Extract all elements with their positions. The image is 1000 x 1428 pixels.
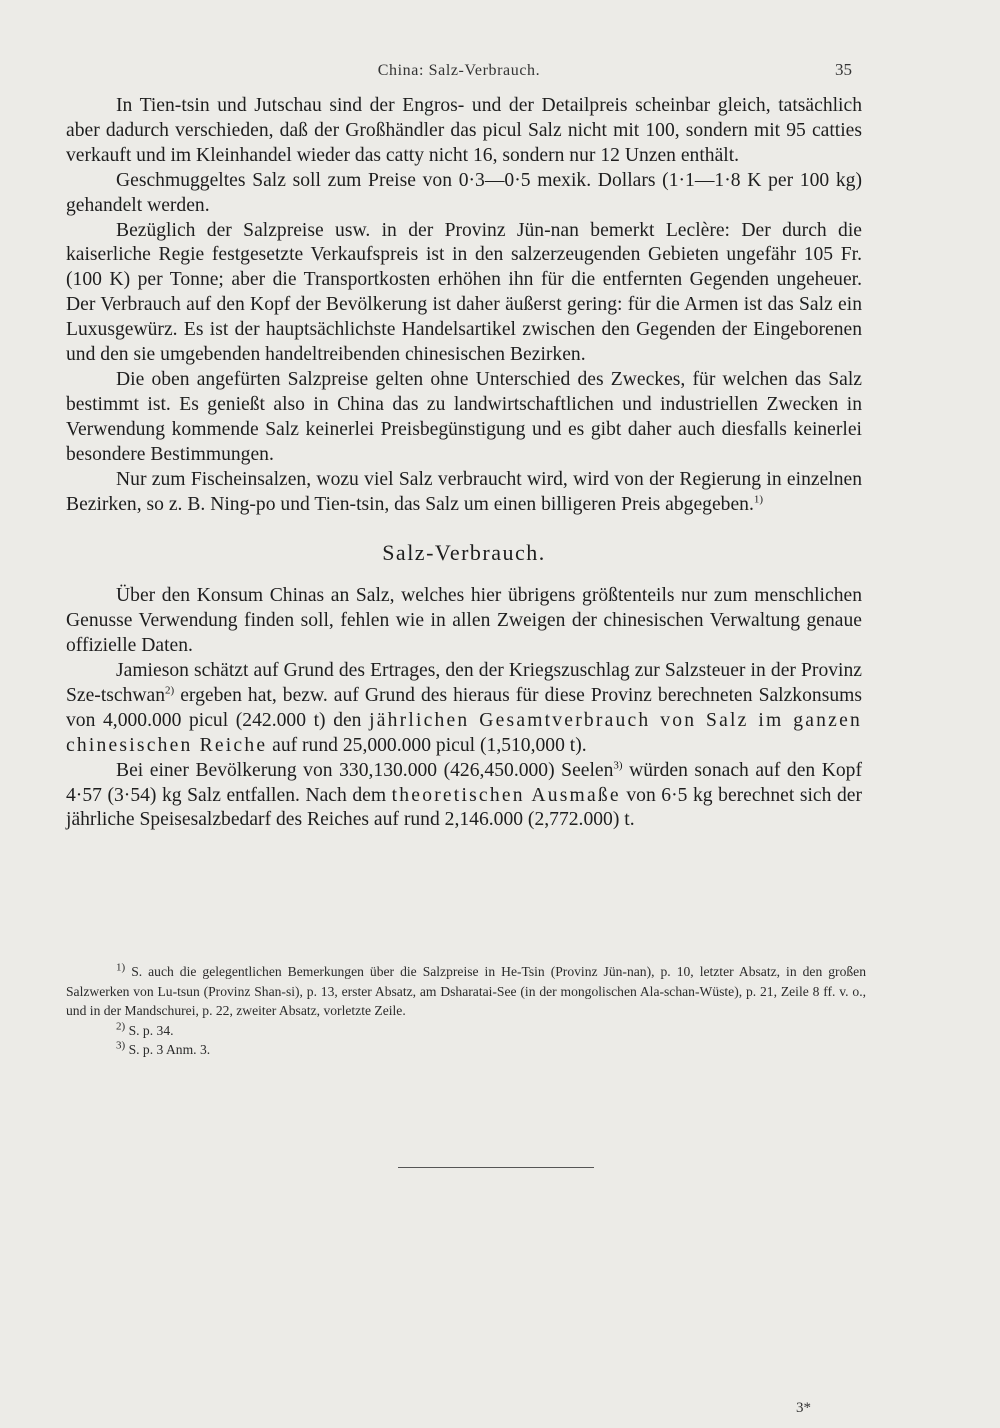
paragraph-8-emphasis: theoretischen Ausmaße — [391, 784, 621, 806]
signature-mark: 3* — [796, 1400, 811, 1416]
footnote-ref-2: 2) — [165, 684, 175, 697]
paragraph-1: In Tien-tsin und Jutschau sind der Engros- und der Detailpreis scheinbar gleich, tatsächlich aber dadurch verschieden, daß der Großhändler das picul Salz nicht mit 100, sondern mit 95 catties verkauft und im Kleinhandel wieder das catty nicht 16, sondern nur 12 Unzen enthält. — [66, 95, 862, 166]
body-text — [66, 94, 862, 833]
paragraph-7-part-c: auf rund 25,000.000 picul (1,510,000 t). — [267, 734, 587, 756]
paragraph-6: Über den Konsum Chinas an Salz, welches hier übrigens größtenteils nur zum menschlichen Genusse Verwendung finden soll, fehlen wie in allen Zweigen der chinesischen Verwaltung genaue offizielle Daten. — [66, 585, 862, 657]
separator-rule — [398, 1167, 594, 1168]
paragraph-7-part-a: Jamieson schätzt auf Grund des Ertrages, den der Kriegszuschlag zur Salzsteuer in der Provinz Sze-tschwan — [66, 660, 862, 706]
paragraph-3: Bezüglich der Salzpreise usw. in der Provinz Jün-nan bemerkt Leclère: Der durch die kaiserliche Regie festgesetzte Verkaufspreis ist in den salzerzeugenden Gebieten ungefähr 105 Fr. (100 K) per Tonne; aber die Transportkosten erhöhen ihn für die entfernten Gegenden ungeheuer. Der Verbrauch auf den Kopf der Bevölkerung ist daher äußerst gering: für die Armen ist das Salz ein Luxusgewürz. Es ist der hauptsächlichste Handelsartikel zwischen den Gegenden der Eingeborenen und den sie umgebenden handeltreibenden chinesischen Bezirken. — [66, 219, 862, 366]
footnotes — [66, 962, 866, 1060]
paragraph-8-part-a: Bei einer Bevölkerung von 330,130.000 (426,450.000) Seelen — [116, 759, 614, 781]
footnote-mark-2: 2) — [116, 1020, 126, 1033]
paragraph-7 — [66, 659, 862, 759]
footnote-1 — [66, 962, 866, 1021]
footnote-ref-3: 3) — [613, 759, 623, 772]
paragraph-4: Die oben angefürten Salzpreise gelten ohne Unterschied des Zweckes, für welchen das Salz bestimmt ist. Es genießt also in China das zu landwirtschaftlichen und industriellen Zwecken in Verwendung kommende Salz keinerlei Preisbegünstigung und es gibt daher auch diesfalls keinerlei besondere Bestimmungen. — [66, 368, 862, 465]
footnote-2 — [66, 1021, 866, 1041]
footnote-3 — [66, 1040, 866, 1060]
running-title: China: Salz-Verbrauch. — [377, 62, 541, 79]
paragraph-5 — [66, 468, 862, 518]
footnote-3-text: S. p. 3 Anm. 3. — [128, 1042, 211, 1058]
paragraph-8 — [66, 759, 862, 834]
paragraph-7-part-b: ergeben hat, bezw. auf Grund des hieraus für diese Provinz berechneten Salzkonsums von 4,000.000 picul (242.000 t) den — [66, 684, 862, 731]
paragraph-8-part-b: würden sonach auf den Kopf 4·57 (3·54) kg Salz entfallen. Nach dem — [66, 759, 863, 806]
section-heading: Salz-Verbrauch. — [382, 540, 546, 566]
footnote-2-text: S. p. 34. — [128, 1022, 174, 1038]
footnote-mark-1: 1) — [116, 961, 126, 974]
footnote-ref-1: 1) — [753, 492, 764, 505]
paragraph-7-emphasis: jährlichen Gesamtverbrauch von Salz im ganzen chinesischen Reiche — [66, 709, 862, 756]
paragraph-5-text: Nur zum Fischeinsalzen, wozu viel Salz verbraucht wird, wird von der Regierung in einzelnen Bezirken, so z. B. Ning-po und Tien-tsin, das Salz um einen billigeren Preis abgegeben. — [66, 468, 862, 515]
paragraph-2: Geschmuggeltes Salz soll zum Preise von 0·3—0·5 mexik. Dollars (1·1—1·8 K per 100 kg) gehandelt werden. — [66, 169, 862, 216]
running-header — [66, 58, 852, 88]
page-number: 35 — [835, 60, 852, 79]
footnote-mark-3: 3) — [116, 1039, 126, 1052]
footnote-1-text: S. auch die gelegentlichen Bemerkungen über die Salzpreise in He-Tsin (Provinz Jün-nan), p. 10, letzter Absatz, in den großen Salzwerken von Lu-tsun (Provinz Shan-si), p. 13, erster Absatz, am Dsharatai-See (in der mongolischen Ala-schan-Wüste), p. 21, Zeile 8 ff. v. o., und in der Mandschurei, p. 22, zweiter Absatz, vorletzte Zeile. — [66, 964, 866, 1019]
paragraph-8-part-c: von 6·5 kg berechnet sich der jährliche Speisesalzbedarf des Reiches auf rund 2,146.000 (2,772.000) t. — [66, 784, 862, 831]
